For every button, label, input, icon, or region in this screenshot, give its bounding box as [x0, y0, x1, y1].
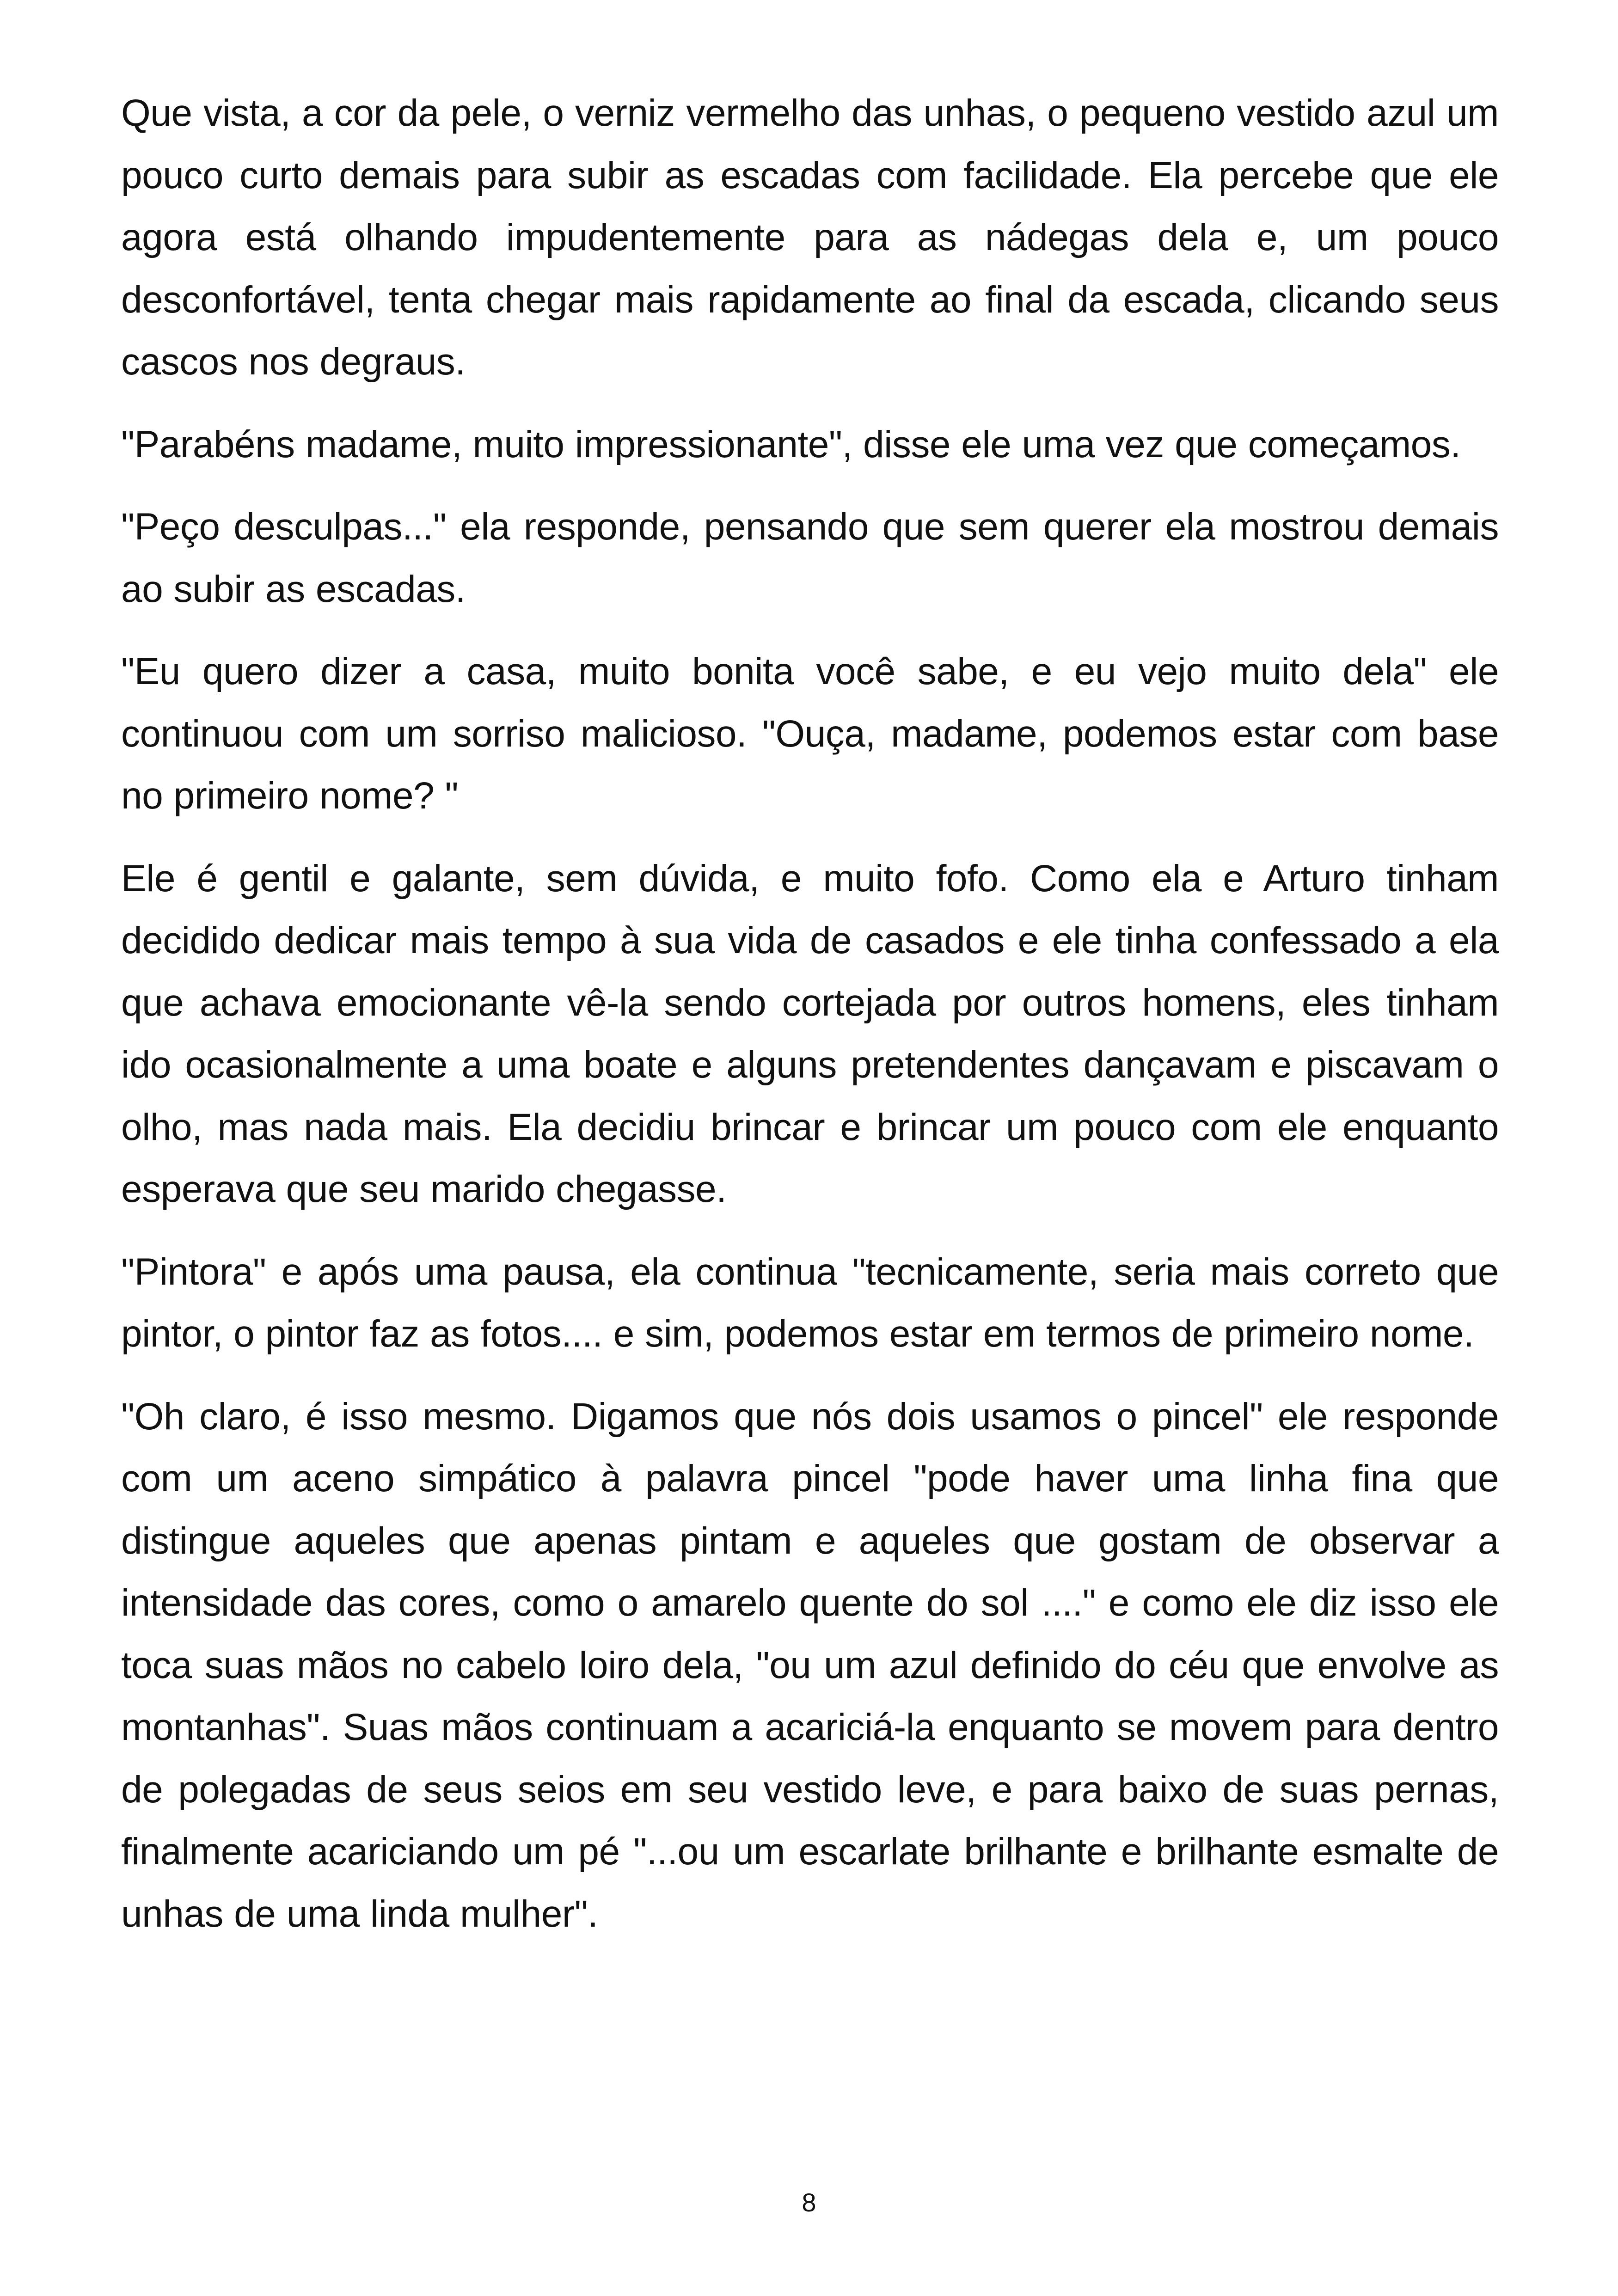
paragraph-6: "Pintora" e após uma pausa, ela continua "tecnicamente, seria mais correto que pintor, o pintor faz as fotos.... e sim, podemos estar em termos de primeiro nome. — [121, 1250, 1499, 1355]
paragraph-5: Ele é gentil e galante, sem dúvida, e muito fofo. Como ela e Arturo tinham decidido dedicar mais tempo à sua vida de casados e ele tinha confessado a ela que achava emocionante vê-la sendo cortejada por outros homens, eles tinham ido ocasionalmente a uma boate e alguns pretendentes dançavam e piscavam o olho, mas nada mais. Ela decidiu brincar e brincar um pouco com ele enquanto esperava que seu marido chegasse. — [121, 857, 1499, 1210]
paragraph-7: "Oh claro, é isso mesmo. Digamos que nós dois usamos o pincel" ele responde com um aceno simpático à palavra pincel "pode haver uma linha fina que distingue aqueles que apenas pintam e aqueles que gostam de observar a intensidade das cores, como o amarelo quente do sol ...." e como ele diz isso ele toca suas mãos no cabelo loiro dela, "ou um azul definido do céu que envolve as montanhas". Suas mãos continuam a acariciá-la enquanto se movem para dentro de polegadas de seus seios em seu vestido leve, e para baixo de suas pernas, finalmente acariciando um pé "...ou um escarlate brilhante e brilhante esmalte de unhas de uma linda mulher". — [121, 1395, 1499, 1935]
paragraph-4: "Eu quero dizer a casa, muito bonita você sabe, e eu vejo muito dela" ele continuou com um sorriso malicioso. "Ouça, madame, podemos estar com base no primeiro nome? " — [121, 650, 1499, 817]
paragraph-2: "Parabéns madame, muito impressionante", disse ele uma vez que começamos. — [121, 423, 1461, 465]
paragraph-3: "Peço desculpas..." ela responde, pensando que sem querer ela mostrou demais ao subir as escadas. — [121, 506, 1499, 610]
page-body — [121, 82, 1499, 1965]
page-number: 8 — [802, 2188, 816, 2217]
paragraph-1: Que vista, a cor da pele, o verniz vermelho das unhas, o pequeno vestido azul um pouco curto demais para subir as escadas com facilidade. Ela percebe que ele agora está olhando impudentemente para as nádegas dela e, um pouco desconfortável, tenta chegar mais rapidamente ao final da escada, clicando seus cascos nos degraus. — [121, 92, 1499, 383]
